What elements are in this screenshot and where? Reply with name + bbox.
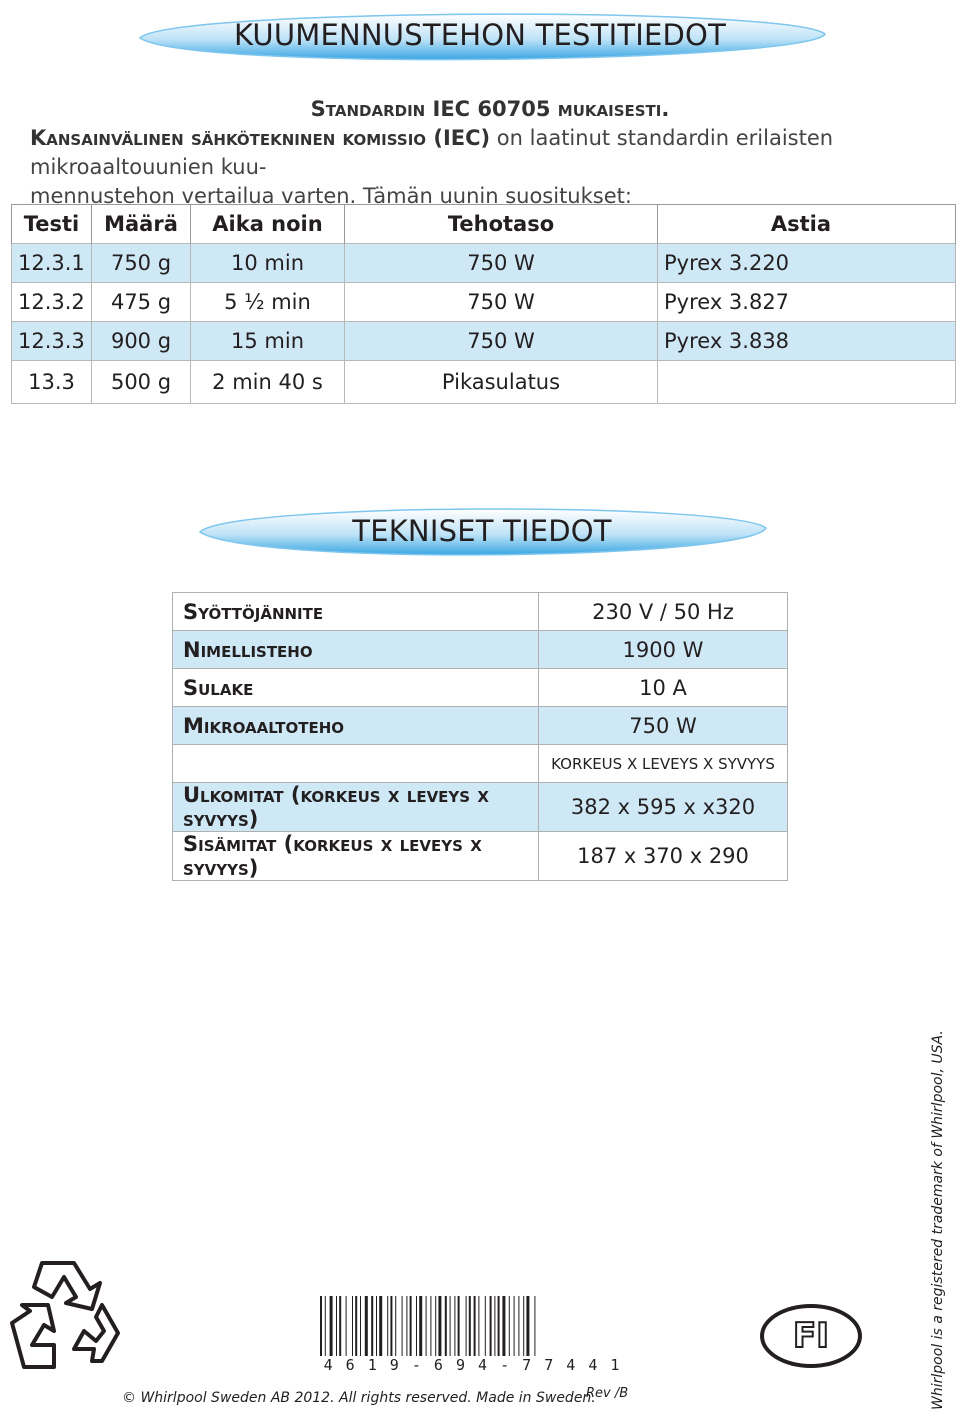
row-label: Nimellisteho	[173, 631, 539, 669]
country-code: FI	[793, 1316, 829, 1356]
table-row	[173, 783, 788, 832]
commission-name: Kansainvälinen sähkötekninen komissio (IEC)	[30, 126, 491, 150]
barcode-bar	[346, 1296, 347, 1356]
cell: Pyrex 3.827	[658, 283, 956, 322]
tech-table	[172, 592, 788, 881]
barcode-bar	[485, 1296, 486, 1356]
barcode-bar	[502, 1296, 505, 1356]
barcode-bar	[325, 1296, 326, 1356]
barcode-bar	[387, 1296, 388, 1356]
table-row	[173, 593, 788, 631]
barcode-bar	[445, 1296, 447, 1356]
barcode-bar	[526, 1296, 529, 1356]
cell: 750 W	[345, 322, 658, 361]
barcode-bar	[410, 1296, 412, 1356]
intro-paragraph	[30, 124, 950, 211]
revision-label: Rev /B	[586, 1386, 629, 1401]
section-banner	[130, 4, 830, 74]
row-value: KORKEUS X LEVEYS X SYVYYS	[539, 745, 788, 783]
header-astia: Astia	[658, 205, 956, 244]
tech-title: TEKNISET TIEDOT	[352, 514, 612, 548]
barcode-bar	[435, 1296, 436, 1356]
standard-line: Standardin IEC 60705 mukaisesti.	[310, 97, 670, 121]
barcode-bar	[419, 1296, 422, 1356]
barcode	[320, 1296, 625, 1356]
barcode-bar	[450, 1296, 451, 1356]
barcode-bar	[330, 1296, 333, 1356]
table-row	[12, 361, 956, 404]
cell: 12.3.3	[12, 322, 92, 361]
barcode-bar	[426, 1296, 427, 1356]
barcode-bar	[469, 1296, 471, 1356]
barcode-bar	[494, 1296, 495, 1356]
cell: 475 g	[92, 283, 191, 322]
header-aika: Aika noin	[191, 205, 345, 244]
row-label: Sulake	[173, 669, 539, 707]
row-value: 230 V / 50 Hz	[539, 593, 788, 631]
barcode-bar	[518, 1296, 519, 1356]
intro-line-1: on laatinut standardin erilaisten mikroaaltouunien kuu-	[30, 126, 834, 179]
cell: 12.3.2	[12, 283, 92, 322]
row-label: Syöttöjännite	[173, 593, 539, 631]
cell: 900 g	[92, 322, 191, 361]
barcode-bar	[371, 1296, 373, 1356]
section-banner	[192, 500, 772, 570]
row-value: 1900 W	[539, 631, 788, 669]
row-label: Ulkomitat (korkeus x leveys x syvyys)	[173, 783, 539, 832]
barcode-bar	[379, 1296, 382, 1356]
page-title: KUUMENNUSTEHON TESTITIEDOT	[233, 18, 726, 52]
barcode-number: 4 6 1 9 - 6 9 4 - 7 7 4 4 1	[323, 1356, 622, 1374]
barcode-bar	[320, 1296, 322, 1356]
table-row	[173, 631, 788, 669]
cell: 750 W	[345, 244, 658, 283]
barcode-bar	[523, 1296, 524, 1356]
cell: 750 g	[92, 244, 191, 283]
cell: Pyrex 3.838	[658, 322, 956, 361]
table-row	[173, 707, 788, 745]
barcode-bar	[466, 1296, 467, 1356]
intro-line-2: mennustehon vertailua varten. Tämän uunin suositukset:	[30, 184, 632, 208]
barcode-bar	[498, 1296, 500, 1356]
table-row	[12, 244, 956, 283]
recycle-icon	[4, 1255, 120, 1375]
table-header-row	[12, 205, 956, 244]
barcode-bar	[376, 1296, 377, 1356]
barcode-bar	[514, 1296, 515, 1356]
barcode-bar	[390, 1296, 392, 1356]
table-row	[173, 669, 788, 707]
cell: 10 min	[191, 244, 345, 283]
barcode-bar	[365, 1296, 368, 1356]
header-maara: Määrä	[92, 205, 191, 244]
row-label: Sisämitat (korkeus x leveys x syvyys)	[173, 832, 539, 881]
row-value: 750 W	[539, 707, 788, 745]
row-value: 382 x 595 x x320	[539, 783, 788, 832]
table-row	[173, 745, 788, 783]
barcode-bar	[509, 1296, 510, 1356]
barcode-bar	[490, 1296, 492, 1356]
barcode-bar	[478, 1296, 479, 1356]
barcode-bar	[395, 1296, 396, 1356]
barcode-bar	[438, 1296, 441, 1356]
barcode-bar	[454, 1296, 455, 1356]
barcode-bar	[458, 1296, 460, 1356]
barcode-bar	[406, 1296, 407, 1356]
cell: 13.3	[12, 361, 92, 404]
table-row	[12, 283, 956, 322]
intro-text	[30, 95, 950, 211]
cell: 15 min	[191, 322, 345, 361]
row-value: 10 A	[539, 669, 788, 707]
cell: 2 min 40 s	[191, 361, 345, 404]
cell: Pikasulatus	[345, 361, 658, 404]
header-testi: Testi	[12, 205, 92, 244]
cell: 5 ½ min	[191, 283, 345, 322]
cell: Pyrex 3.220	[658, 244, 956, 283]
barcode-bar	[339, 1296, 341, 1356]
cell	[658, 361, 956, 404]
barcode-bar	[360, 1296, 361, 1356]
cell: 500 g	[92, 361, 191, 404]
header-tehotaso: Tehotaso	[345, 205, 658, 244]
barcode-bar	[355, 1296, 357, 1356]
table-row	[173, 832, 788, 881]
cell: 12.3.1	[12, 244, 92, 283]
barcode-bar	[352, 1296, 353, 1356]
barcode-bar	[336, 1296, 337, 1356]
trademark-text: Whirlpool is a registered trademark of Whirlpool, USA.	[930, 1030, 946, 1410]
barcode-bar	[416, 1296, 417, 1356]
barcode-bar	[474, 1296, 476, 1356]
row-value: 187 x 370 x 290	[539, 832, 788, 881]
barcode-bar	[430, 1296, 431, 1356]
barcode-bar	[534, 1296, 535, 1356]
country-badge	[760, 1304, 862, 1368]
table-row	[12, 322, 956, 361]
barcode-bar	[402, 1296, 403, 1356]
cell: 750 W	[345, 283, 658, 322]
row-label: Mikroaaltoteho	[173, 707, 539, 745]
test-table	[11, 204, 956, 404]
copyright-text: © Whirlpool Sweden AB 2012. All rights reserved. Made in Sweden.	[122, 1390, 596, 1406]
row-label	[173, 745, 539, 783]
